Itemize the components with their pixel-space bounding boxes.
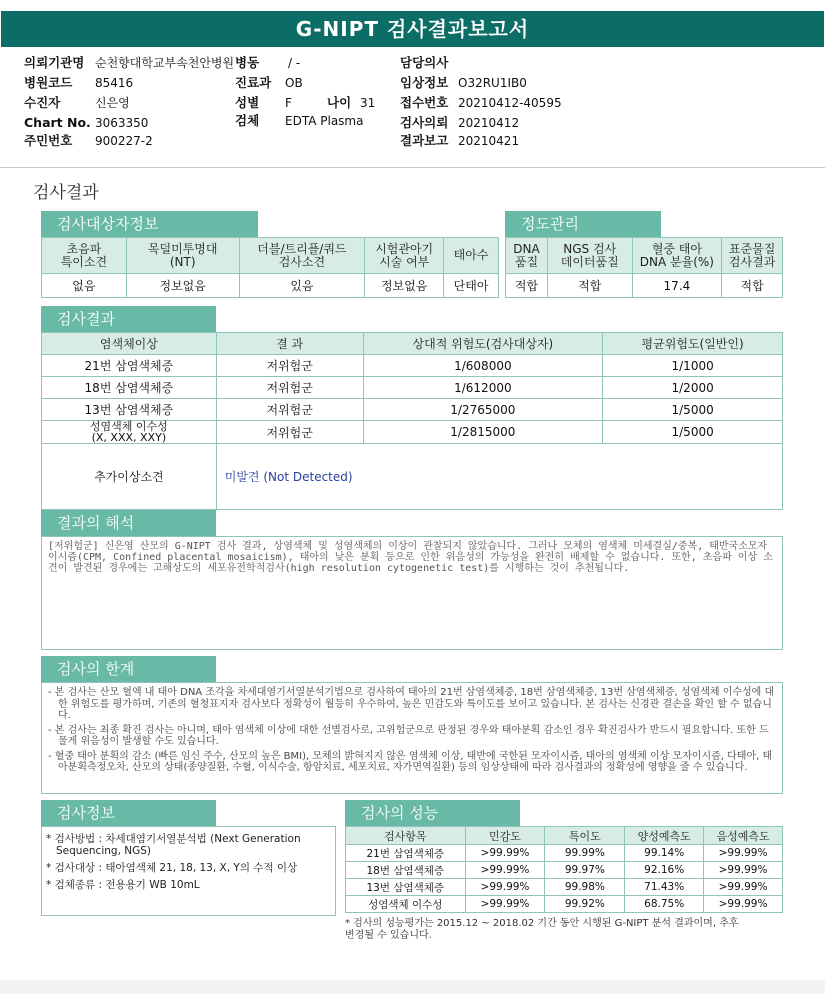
- limitation-item: - 혈중 태아 분획의 감소 (빠른 임신 주수, 산모의 높은 BMI), 모체의 밝혀지지 않은 염색체 이상, 태반에 국한된 모자이시즘, 태아의 염색체 이상 모자이시즘, 다태아, 태아분획측정오차, 산모의 상태(종양질환, 수혈, 이식수술, 항암치료, 세포치료, 자가면역질환) 등의 임상상태에 따라 검사결과의 정확성에 영향을 줄 수 있습니다.: [48, 750, 773, 773]
- perf-cell: >99.99%: [704, 879, 783, 896]
- qc-header-ngs: [547, 238, 632, 274]
- request-date-value: 20210412: [458, 116, 520, 130]
- subject-header-ivf: [365, 238, 444, 274]
- subject-header-fetus-count: [444, 238, 499, 274]
- qc-table: [505, 237, 783, 298]
- ward-value: / -: [288, 56, 301, 70]
- subject-header-ultrasound-text: 초음파 특이소견: [60, 241, 108, 269]
- performance-table: [345, 826, 783, 913]
- perf-cell: 성염색체 이수성: [346, 896, 466, 913]
- result-cell: 1/608000: [363, 355, 603, 377]
- patient-value: 신은영: [95, 96, 130, 110]
- receipt-no-value: 20210412-40595: [458, 96, 562, 110]
- result-cell: 저위험군: [216, 355, 363, 377]
- perf-cell: 99.14%: [625, 845, 704, 862]
- hospital-label: 의뢰기관명: [24, 55, 85, 70]
- tab-performance: 검사의 성능: [345, 800, 520, 826]
- perf-cell: >99.99%: [465, 879, 545, 896]
- test-info-item: * 검사대상 : 태아염색체 21, 18, 13, X, Y의 수적 이상: [46, 862, 298, 874]
- report-date-label: 결과보고: [400, 133, 449, 148]
- header-divider: [0, 167, 825, 168]
- ward-label: 병동: [235, 55, 260, 70]
- result-cell: 1/5000: [603, 399, 783, 421]
- table-row: [42, 377, 783, 399]
- perf-header: 특이도: [545, 827, 625, 845]
- perf-header: 음성예측도: [704, 827, 783, 845]
- extra-finding-value: 미발견 (Not Detected): [216, 444, 782, 510]
- perf-cell: 13번 삼염색체증: [346, 879, 466, 896]
- extra-finding-label: 추가이상소견: [42, 444, 217, 510]
- specimen-label: 검체: [235, 113, 260, 128]
- sex-label: 성별: [235, 95, 260, 110]
- qc-header-ngs-text: NGS 검사 데이터품질: [560, 241, 619, 269]
- result-cell: 1/2765000: [363, 399, 603, 421]
- limitation-item: - 본 검사는 최종 확진 검사는 아니며, 태아 염색체 이상에 대한 선별검사로, 고위험군으로 판정된 경우와 태아분획 감소인 경우 확진검사가 반드시 필요합니다. 또한 드물게 위음성이 발생할 수도 있습니다.: [48, 724, 769, 747]
- clinical-info-label: 임상정보: [400, 75, 449, 90]
- qc-header-dna-text: DNA 품질: [513, 241, 540, 269]
- interpretation-text: [저위험군] 신은영 산모의 G-NIPT 검사 결과, 상염색체 및 성염색체의 이상이 관찰되지 않았습니다. 그러나 모체의 염색체 미세결실/중복, 태반국소모자이시즘(CPM, Confined placental mosaicism), 태아의 낮은 분획 등으로 인한 위음성의 가능성을 완전히 배제할 수 없습니다. 또한, 초음파 이상 소견이 발견된 경우에는 고해상도의 세포유전학적검사(high resolution cytogenetic test)를 시행하는 것이 추천됩니다.: [41, 536, 783, 650]
- receipt-no-label: 접수번호: [400, 95, 449, 110]
- sex-value: F: [285, 96, 292, 110]
- qc-value-fetal-fraction: 17.4: [632, 274, 722, 298]
- report-date-value: 20210421: [458, 134, 520, 148]
- qc-header-dna: [506, 238, 548, 274]
- result-cell: 13번 삼염색체증: [42, 399, 217, 421]
- qc-value-standard: 적합: [722, 274, 783, 298]
- result-cell: 1/2000: [603, 377, 783, 399]
- result-table: [41, 332, 783, 510]
- subject-value-fetus-count: 단태아: [444, 274, 499, 298]
- perf-cell: 21번 삼염색체증: [346, 845, 466, 862]
- table-row: [346, 862, 783, 879]
- subject-header-nt: [126, 238, 239, 274]
- perf-cell: 99.97%: [545, 862, 625, 879]
- subject-value-nt: 정보없음: [126, 274, 239, 298]
- result-cell: 1/2815000: [363, 421, 603, 444]
- result-cell: 저위험군: [216, 377, 363, 399]
- perf-cell: >99.99%: [704, 862, 783, 879]
- request-date-label: 검사의뢰: [400, 115, 449, 130]
- limitation-item: - 본 검사는 산모 혈액 내 태아 DNA 조각을 차세대염기서열분석기법으로 검사하여 태아의 21번 삼염색체증, 18번 삼염색체증, 13번 삼염색체증, 성염색체 이수성에 대한 위험도를 평가하며, 기존의 혈청표지자 검사보다 정확성이 월등히 우수하여, 높은 민감도와 특이도를 보이고 있습니다. 본 검사는 신경관 결손을 확인 할 수 없습니다.: [48, 687, 775, 721]
- result-cell: 성염색체 이수성 (X, XXX, XXY): [42, 421, 217, 444]
- table-row: [42, 421, 783, 444]
- result-cell: 18번 삼염색체증: [42, 377, 217, 399]
- perf-cell: 99.92%: [545, 896, 625, 913]
- perf-cell: >99.99%: [704, 896, 783, 913]
- perf-header: 양성예측도: [625, 827, 704, 845]
- subject-header-screening-text: 더블/트리플/쿼드 검사소견: [257, 241, 347, 269]
- qc-header-fetal-fraction-text: 혈중 태아 DNA 분율(%): [639, 241, 714, 269]
- age-label: 나이: [327, 95, 352, 110]
- age-value: 31: [360, 96, 376, 110]
- tab-result: 검사결과: [41, 306, 216, 332]
- perf-cell: >99.99%: [704, 845, 783, 862]
- chart-no-value: 3063350: [95, 116, 149, 130]
- perf-cell: >99.99%: [465, 896, 545, 913]
- dept-label: 진료과: [235, 75, 272, 90]
- perf-cell: 99.98%: [545, 879, 625, 896]
- performance-note: * 검사의 성능평가는 2015.12 ~ 2018.02 기간 동안 시행된 G-NIPT 분석 결과이며, 추후 변경될 수 있습니다.: [345, 918, 739, 941]
- test-info-item: * 검사방법 : 차세대염기서열분석법 (Next Generation Sequencing, NGS): [46, 833, 301, 857]
- qc-header-standard: [722, 238, 783, 274]
- perf-cell: 99.99%: [545, 845, 625, 862]
- hospital-code-value: 85416: [95, 76, 134, 90]
- tab-qc: 정도관리: [505, 211, 661, 237]
- result-cell: 1/5000: [603, 421, 783, 444]
- subject-header-screening: [239, 238, 365, 274]
- result-cell: 1/1000: [603, 355, 783, 377]
- perf-cell: >99.99%: [465, 845, 545, 862]
- tab-limitations: 검사의 한계: [41, 656, 216, 682]
- tab-interpretation: 결과의 해석: [41, 510, 216, 536]
- result-header-average-risk: 평균위험도(일반인): [603, 333, 783, 355]
- result-header-abnormality: 염색체이상: [42, 333, 217, 355]
- tab-test-info: 검사정보: [41, 800, 216, 826]
- result-cell: 저위험군: [216, 421, 363, 444]
- subject-value-screening: 있음: [239, 274, 365, 298]
- table-row: [42, 399, 783, 421]
- perf-header: 검사항목: [346, 827, 466, 845]
- qc-value-ngs: 적합: [547, 274, 632, 298]
- resident-no-value: 900227-2: [95, 134, 153, 148]
- chart-no-label: Chart No.: [24, 115, 91, 130]
- result-cell: 1/612000: [363, 377, 603, 399]
- resident-no-label: 주민번호: [24, 133, 73, 148]
- qc-value-dna: 적합: [506, 274, 548, 298]
- perf-cell: 71.43%: [625, 879, 704, 896]
- subject-header-ultrasound: [42, 238, 127, 274]
- result-header-relative-risk: 상대적 위험도(검사대상자): [363, 333, 603, 355]
- limitations-box: [41, 682, 783, 794]
- table-row: [346, 845, 783, 862]
- qc-header-fetal-fraction: [632, 238, 722, 274]
- subject-value-ultrasound: 없음: [42, 274, 127, 298]
- result-cell: 저위험군: [216, 399, 363, 421]
- result-header-result: 결 과: [216, 333, 363, 355]
- perf-cell: 92.16%: [625, 862, 704, 879]
- dept-value: OB: [285, 76, 303, 90]
- subject-header-fetus-count-text: 태아수: [453, 248, 489, 262]
- report-title: G-NIPT 검사결과보고서: [1, 11, 824, 47]
- table-row: [346, 879, 783, 896]
- perf-cell: >99.99%: [465, 862, 545, 879]
- test-info-box: [41, 826, 336, 916]
- tab-subject-info: 검사대상자정보: [41, 211, 258, 237]
- table-row: [346, 896, 783, 913]
- subject-header-nt-text: 목덜미투명대 (NT): [147, 241, 218, 269]
- subject-info-table: [41, 237, 499, 298]
- clinical-info-value: O32RU1IB0: [458, 76, 527, 90]
- table-row: [42, 355, 783, 377]
- doctor-label: 담당의사: [400, 55, 449, 70]
- test-info-item: * 검체종류 : 전용용기 WB 10mL: [46, 879, 200, 891]
- qc-header-standard-text: 표준물질 검사결과: [728, 241, 776, 269]
- hospital-value: 순천향대학교부속천안병원: [95, 56, 235, 70]
- result-cell: 21번 삼염색체증: [42, 355, 217, 377]
- section-title: 검사결과: [33, 183, 99, 203]
- hospital-code-label: 병원코드: [24, 75, 73, 90]
- patient-label: 수진자: [24, 95, 61, 110]
- perf-cell: 68.75%: [625, 896, 704, 913]
- subject-value-ivf: 정보없음: [365, 274, 444, 298]
- subject-header-ivf-text: 시험관아기 시술 여부: [375, 241, 434, 269]
- perf-cell: 18번 삼염색체증: [346, 862, 466, 879]
- perf-header: 민감도: [465, 827, 545, 845]
- specimen-value: EDTA Plasma: [285, 114, 364, 128]
